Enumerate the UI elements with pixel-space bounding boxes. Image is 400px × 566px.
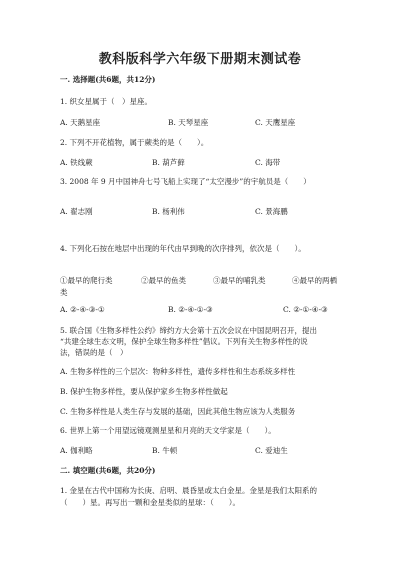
question-2-option-b: B. 葫芦藓 <box>152 158 185 167</box>
question-6-option-b: B. 牛顿 <box>152 446 178 455</box>
question-4-option-c: C. ②-①-④-③ <box>283 305 328 314</box>
question-4-item-4-tail: 类 <box>60 288 68 297</box>
question-5-stem-line-1: 5. 联合国《生物多样性公约》缔约方大会第十五次会议在中国昆明召开，提出 <box>60 326 318 335</box>
question-2-stem: 2. 下列不开花植物，属于蕨类的是（ ）。 <box>60 138 209 147</box>
question-4-option-b: B. ②-④-①-③ <box>168 305 213 314</box>
question-4-stem: 4. 下列化石按在地层中出现的年代由早到晚的次序排列，依次是（ ）。 <box>60 244 306 253</box>
question-1-option-b: B. 天琴星座 <box>168 118 209 127</box>
section-heading-choice: 一. 选择题(共6题，共12分) <box>60 75 156 84</box>
question-4-item-4: ④最早的两栖 <box>292 276 337 285</box>
section-heading-fill-in: 二. 填空题(共6题，共20分) <box>60 466 156 475</box>
question-1-option-a: A. 天鹅星座 <box>60 118 101 127</box>
question-4-option-a: A. ②-④-③-① <box>60 305 105 314</box>
question-6-option-a: A. 伽利略 <box>60 446 93 455</box>
question-1-option-c: C. 天鹰星座 <box>255 118 296 127</box>
question-4-item-3: ③最早的哺乳类 <box>213 276 266 285</box>
question-5-option-a: A. 生物多样性的三个层次：物种多样性，遗传多样性和生态系统多样性 <box>60 367 296 376</box>
question-4-item-1: ①最早的爬行类 <box>60 276 113 285</box>
question-5-stem-line-2: “共建全球生态文明，保护全球生物多样性”倡议。下列有关生物多样性的说 <box>60 337 308 346</box>
question-3-stem: 3. 2008 年 9 月中国神舟七号飞船上实现了“太空漫步”的宇航员是（ ） <box>60 177 311 186</box>
question-5-option-b: B. 保护生物多样性，要从保护家乡生物多样性做起 <box>60 387 228 396</box>
page-title: 教科版科学六年级下册期末测试卷 <box>98 52 302 67</box>
question-2-option-c: C. 海带 <box>255 158 281 167</box>
question-5-option-c: C. 生物多样性是人类生存与发展的基础，因此其他生物应该为人类服务 <box>60 407 296 416</box>
question-1-stem: 1. 织女星属于（ ）星座。 <box>60 97 153 106</box>
question-6-stem: 6. 世界上第一个用望远镜观测星星和月亮的天文学家是（ ）。 <box>60 426 276 435</box>
question-5-stem-line-3: 法，错误的是（ ） <box>60 348 128 357</box>
question-6-option-c: C. 爱迪生 <box>255 446 288 455</box>
fill-question-1-line-1: 1. 金星在古代中国称为长庚、启明、晨昏星或太白金星。金星是我们太阳系的 <box>60 486 318 495</box>
question-3-option-a: A. 翟志刚 <box>60 207 93 216</box>
question-3-option-c: C. 景海鹏 <box>255 207 288 216</box>
question-2-option-a: A. 铁线蕨 <box>60 158 93 167</box>
question-3-option-b: B. 杨利伟 <box>152 207 185 216</box>
fill-question-1-line-2: （ ）星。再写出一颗和金星类似的星球：（ ）。 <box>60 498 240 507</box>
question-4-item-2: ②最早的鱼类 <box>141 276 186 285</box>
